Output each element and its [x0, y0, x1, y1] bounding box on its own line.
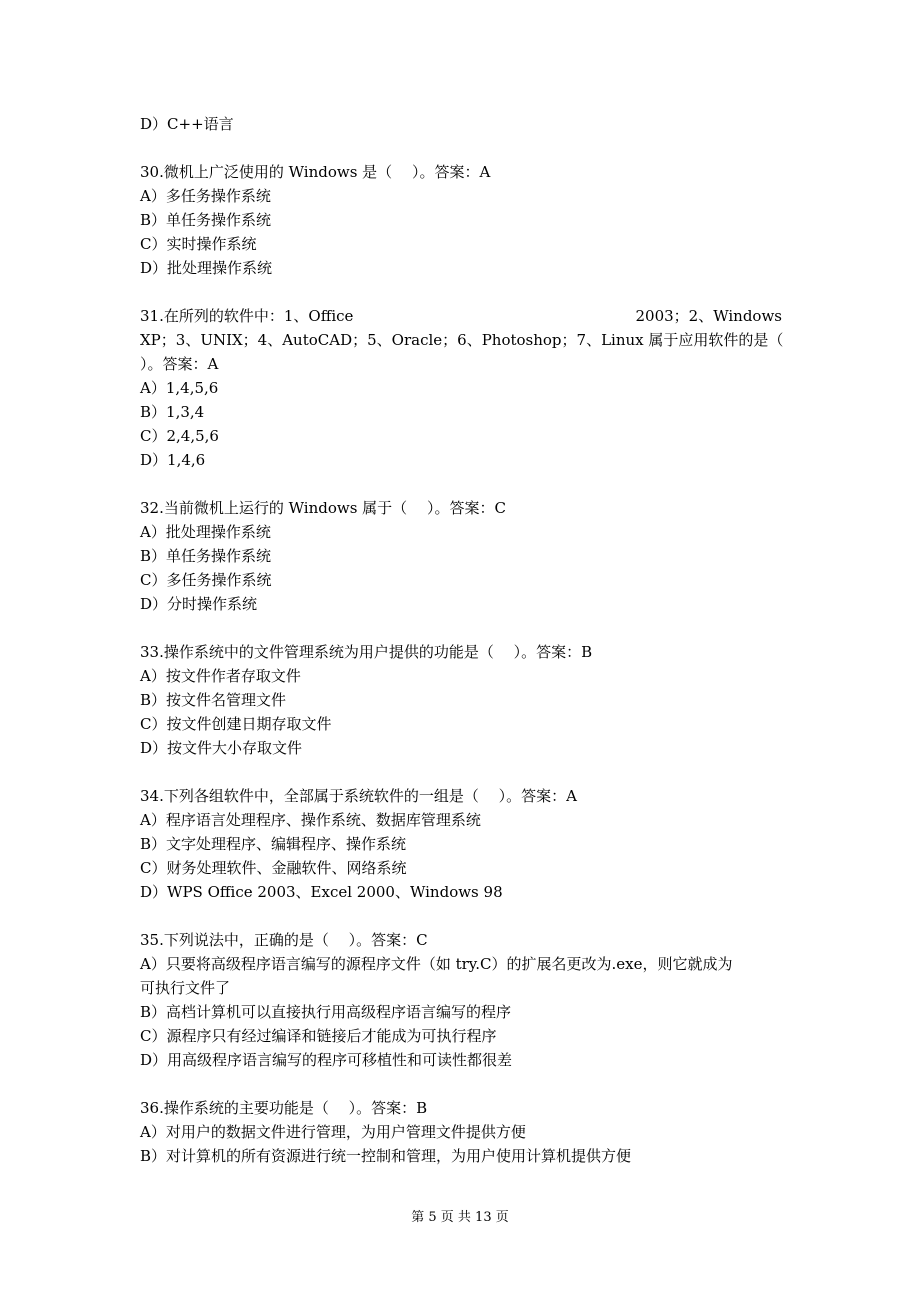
question-31-line-3: ）。答案：A	[140, 355, 219, 373]
option-line: A）批处理操作系统	[140, 523, 271, 541]
question-31-line-1	[140, 304, 782, 328]
option-line: B）文字处理程序、编辑程序、操作系统	[140, 835, 407, 853]
option-line: A）按文件作者存取文件	[140, 667, 301, 685]
question-33: 33.操作系统中的文件管理系统为用户提供的功能是（ ）。答案：B	[140, 643, 593, 661]
spacer	[140, 1072, 782, 1096]
option-line: C）财务处理软件、金融软件、网络系统	[140, 859, 407, 877]
option-line: C）源程序只有经过编译和链接后才能成为可执行程序	[140, 1027, 497, 1045]
option-line: D）用高级程序语言编写的程序可移植性和可读性都很差	[140, 1051, 513, 1069]
option-line: B）1,3,4	[140, 403, 205, 421]
question-35: 35.下列说法中，正确的是（ ）。答案：C	[140, 931, 428, 949]
option-line: B）高档计算机可以直接执行用高级程序语言编写的程序	[140, 1003, 512, 1021]
option-line: C）实时操作系统	[140, 235, 257, 253]
option-line: A）对用户的数据文件进行管理，为用户管理文件提供方便	[140, 1123, 526, 1141]
spacer	[140, 280, 782, 304]
option-line: D）按文件大小存取文件	[140, 739, 303, 757]
page-footer: 第 5 页 共 13 页	[411, 1210, 509, 1225]
option-line: A）1,4,5,6	[140, 379, 219, 397]
option-line: D）C++语言	[140, 115, 234, 133]
option-line: D）分时操作系统	[140, 595, 258, 613]
question-32: 32.当前微机上运行的 Windows 属于（ ）。答案：C	[140, 499, 506, 517]
option-line-continued: 可执行文件了	[140, 979, 231, 997]
option-line: B）对计算机的所有资源进行统一控制和管理，为用户使用计算机提供方便	[140, 1147, 632, 1165]
option-line: D）WPS Office 2003、Excel 2000、Windows 98	[140, 883, 503, 901]
question-31-part-b: 2003；2、Windows	[635, 307, 782, 325]
option-line: C）2,4,5,6	[140, 427, 219, 445]
option-line: A）只要将高级程序语言编写的源程序文件（如 try.C）的扩展名更改为.exe，则它就成为	[140, 955, 733, 973]
page-content	[140, 112, 782, 1168]
question-31-line-2: XP；3、UNIX；4、AutoCAD；5、Oracle；6、Photoshop；7、Linux 属于应用软件的是（	[140, 331, 784, 349]
option-line: A）多任务操作系统	[140, 187, 271, 205]
option-line: B）按文件名管理文件	[140, 691, 287, 709]
question-36: 36.操作系统的主要功能是（ ）。答案：B	[140, 1099, 428, 1117]
spacer	[140, 760, 782, 784]
spacer	[140, 472, 782, 496]
question-30: 30.微机上广泛使用的 Windows 是（ ）。答案：A	[140, 163, 491, 181]
spacer	[140, 904, 782, 928]
option-line: A）程序语言处理程序、操作系统、数据库管理系统	[140, 811, 481, 829]
option-line: B）单任务操作系统	[140, 211, 272, 229]
option-line: D）1,4,6	[140, 451, 206, 469]
question-31-part-a: 31.在所列的软件中：1、Office	[140, 307, 354, 325]
spacer	[140, 616, 782, 640]
question-34: 34.下列各组软件中，全部属于系统软件的一组是（ ）。答案：A	[140, 787, 577, 805]
option-line: B）单任务操作系统	[140, 547, 272, 565]
spacer	[140, 136, 782, 160]
option-line: C）多任务操作系统	[140, 571, 272, 589]
option-line: C）按文件创建日期存取文件	[140, 715, 332, 733]
option-line: D）批处理操作系统	[140, 259, 273, 277]
